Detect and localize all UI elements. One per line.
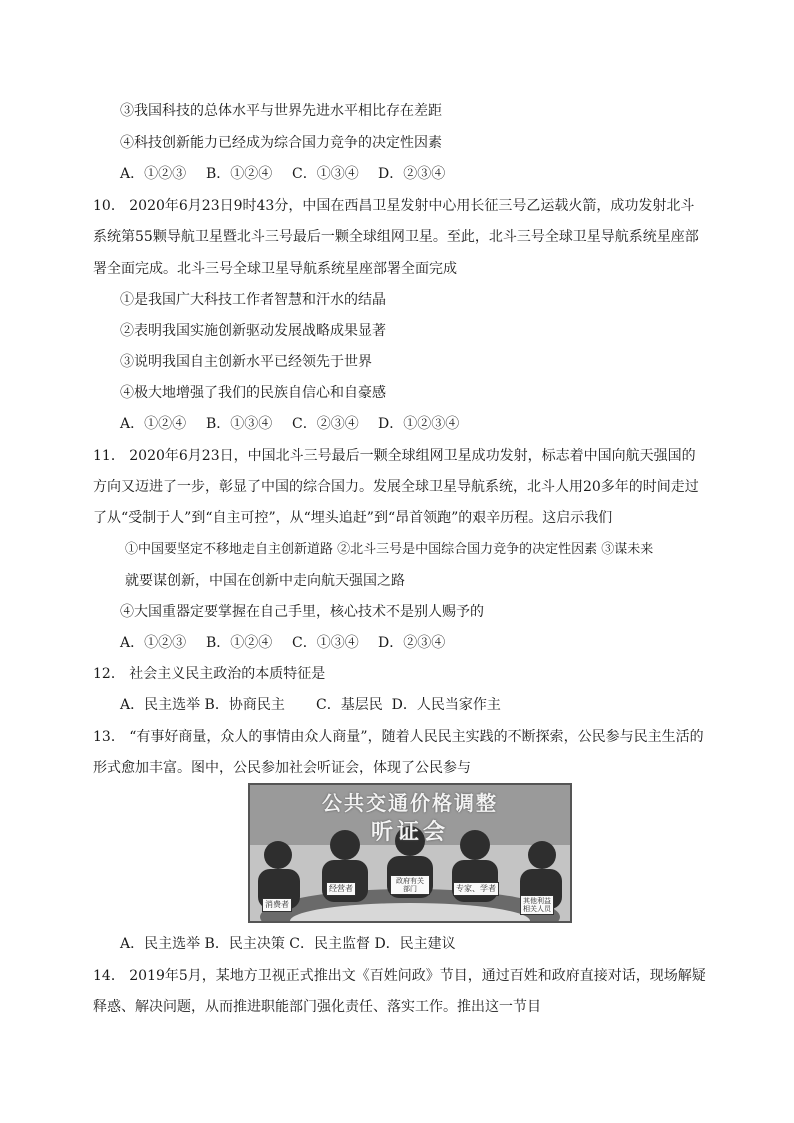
hearing-subtitle: 听证会 xyxy=(370,820,449,845)
q14-stem-line-2: 释惑、解决问题，从而推进职能部门强化责任、落实工作。推出这一节目 xyxy=(93,999,541,1015)
q10-option-1: ①是我国广大科技工作者智慧和汗水的结晶 xyxy=(120,292,386,308)
q11-stem-line-2: 方向又迈进了一步，彰显了中国的综合国力。发展全球卫星导航系统，北斗人用20多年的时间走过 xyxy=(93,479,699,495)
q12-stem: 12． 社会主义民主政治的本质特征是 xyxy=(93,666,326,682)
hearing-title: 公共交通价格调整 xyxy=(322,791,498,815)
q11-option-3-continued: 就要谋创新，中国在创新中走向航天强国之路 xyxy=(125,573,405,589)
q11-choice-a: A．①②③ xyxy=(120,635,187,651)
q9-choice-c: C．①③④ xyxy=(292,166,359,182)
q10-stem-line-3: 署全面完成。北斗三号全球卫星导航系统星座部署全面完成 xyxy=(93,261,457,277)
q13-stem-line-2: 形式愈加丰富。图中，公民参加社会听证会，体现了公民参与 xyxy=(93,760,471,776)
q10-choice-c: C．②③④ xyxy=(292,416,359,432)
q13-stem-line-1: 13． “有事好商量，众人的事情由众人商量”，随着人民民主实践的不断探索，公民参与民主生活的 xyxy=(93,729,704,745)
q11-options-1-3: ①中国要坚定不移地走自主创新道路 ②北斗三号是中国综合国力竞争的决定性因素 ③谋未来 xyxy=(125,542,654,557)
q10-option-2: ②表明我国实施创新驱动发展战略成果显著 xyxy=(120,323,386,339)
q10-choice-d: D．①②③④ xyxy=(378,416,460,432)
q10-choice-a: A．①②④ xyxy=(120,416,187,432)
q11-option-4: ④大国重器定要掌握在自己手里，核心技术不是别人赐予的 xyxy=(120,604,484,620)
sign-other-parties: 其他利益相关人员 xyxy=(520,895,554,915)
q9-choice-a: A．①②③ xyxy=(120,166,187,182)
q9-choice-d: D．②③④ xyxy=(378,166,446,182)
q13-answer-choices: A．民主选举 B．民主决策 C．民主监督 D．民主建议 xyxy=(120,936,456,952)
sign-operator: 经营者 xyxy=(326,882,356,896)
q9-option-3: ③我国科技的总体水平与世界先进水平相比存在差距 xyxy=(120,103,442,119)
hearing-photo xyxy=(248,783,572,923)
q9-choice-b: B．①②④ xyxy=(206,166,273,182)
sign-government: 政府有关部门 xyxy=(390,875,430,895)
q11-choice-d: D．②③④ xyxy=(378,635,446,651)
q14-stem-line-1: 14． 2019年5月，某地方卫视正式推出文《百姓问政》节目，通过百姓和政府直接对话，现场解疑 xyxy=(93,968,706,984)
q12-answer-choices: A．民主选举 B．协商民主 C．基层民 D．人民当家作主 xyxy=(120,697,501,713)
q11-stem-line-3: 了从“受制于人”到“自主可控”，从“埋头追赶”到“昂首领跑”的艰辛历程。这启示我们 xyxy=(93,510,613,526)
q11-choice-c: C．①③④ xyxy=(292,635,359,651)
q10-option-4: ④极大地增强了我们的民族自信心和自豪感 xyxy=(120,385,386,401)
q10-option-3: ③说明我国自主创新水平已经领先于世界 xyxy=(120,354,372,370)
q11-answer-choices xyxy=(120,633,445,653)
q9-answer-choices xyxy=(120,164,445,184)
q10-choice-b: B．①③④ xyxy=(206,416,273,432)
q11-choice-b: B．①②④ xyxy=(206,635,273,651)
sign-experts: 专家、学者 xyxy=(453,882,499,896)
q11-stem-line-1: 11． 2020年6月23日，中国北斗三号最后一颗全球组网卫星成功发射，标志着中国向航天强国的 xyxy=(93,448,696,464)
q10-stem-line-2: 系统第55颗导航卫星暨北斗三号最后一颗全球组网卫星。至此，北斗三号全球卫星导航系统星座部 xyxy=(93,229,699,245)
sign-consumer: 消费者 xyxy=(262,898,292,912)
q10-answer-choices xyxy=(120,414,459,434)
q9-option-4: ④科技创新能力已经成为综合国力竞争的决定性因素 xyxy=(120,135,442,151)
q10-stem-line-1: 10． 2020年6月23日9时43分，中国在西昌卫星发射中心用长征三号乙运载火箭，成功发射北斗 xyxy=(93,198,695,214)
